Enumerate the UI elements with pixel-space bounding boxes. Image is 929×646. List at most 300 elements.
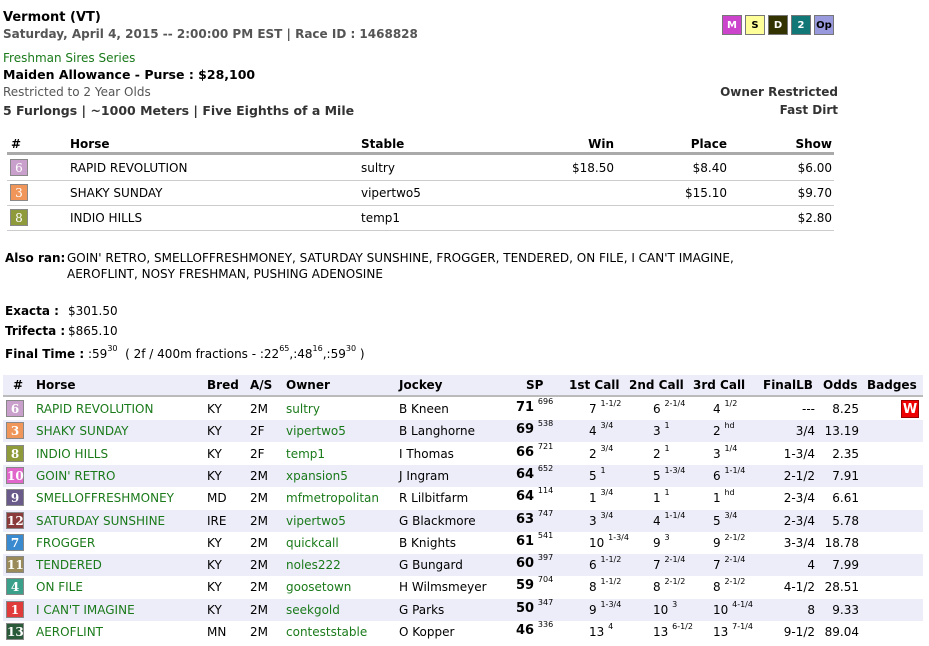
results-col-win: Win: [588, 137, 614, 151]
chart-3rd-call-len: hd: [724, 488, 735, 498]
chart-2nd-call: [653, 532, 670, 550]
chart-finallb: 4: [807, 558, 815, 573]
chart-col-bred: Bred: [207, 378, 239, 392]
results-show: $2.80: [797, 211, 832, 225]
chart-odds: 9.33: [832, 602, 859, 617]
post-position-badge: 6: [6, 400, 24, 417]
chart-2nd-call-len: 3: [664, 532, 670, 542]
chart-jockey: B Langhorne: [399, 424, 475, 439]
race-surface: Fast Dirt: [779, 103, 838, 117]
chart-row: [3, 554, 923, 576]
chart-sp: [516, 441, 554, 460]
chart-1st-call: [589, 532, 629, 550]
fractions-prefix: ( 2f / 400m fractions - :22: [125, 347, 280, 361]
chart-sp-sup: 747: [537, 508, 554, 518]
results-stable: sultry: [361, 161, 395, 175]
chart-col-1st-call: 1st Call: [569, 378, 620, 392]
chart-1st-call-len: 1-1/2: [600, 577, 622, 587]
chart-2nd-call-len: 1: [664, 421, 670, 431]
trifecta-label: Trifecta :: [5, 324, 66, 338]
results-row: [7, 206, 834, 231]
chart-bred: MD: [207, 491, 227, 506]
chart-bred: IRE: [207, 513, 227, 528]
chart-1st-call-pos: 3: [589, 513, 597, 528]
chart-owner[interactable]: goosetown: [286, 580, 352, 595]
chart-1st-call-len: 1-3/4: [600, 599, 622, 609]
chart-2nd-call-len: 2-1/4: [664, 555, 686, 565]
chart-sp: [516, 620, 554, 638]
chart-horse[interactable]: GOIN' RETRO: [36, 468, 116, 483]
chart-finallb: ---: [802, 402, 815, 416]
chart-age-sex: 2F: [250, 424, 265, 439]
chart-1st-call: [589, 488, 614, 506]
chart-sp-sup: 541: [537, 530, 554, 540]
chart-3rd-call-len: 1-1/4: [724, 465, 746, 475]
chart-3rd-call: [713, 599, 753, 617]
chart-3rd-call: [713, 488, 735, 506]
chart-sp: [516, 397, 554, 415]
race-badge: S: [745, 15, 765, 35]
chart-age-sex: 2M: [250, 513, 268, 528]
results-col-horse: Horse: [70, 137, 110, 151]
chart-sp-sup: 696: [537, 397, 554, 406]
chart-row: [3, 576, 923, 598]
chart-2nd-call-len: 1: [664, 488, 670, 498]
chart-sp-sup: 652: [537, 463, 554, 473]
chart-horse[interactable]: AEROFLINT: [36, 625, 104, 639]
chart-1st-call-len: 3/4: [600, 510, 614, 520]
chart-header: [3, 375, 923, 397]
chart-owner[interactable]: noles222: [286, 558, 341, 573]
chart-3rd-call: [713, 399, 738, 416]
chart-owner[interactable]: seekgold: [286, 602, 340, 617]
chart-row: [3, 621, 923, 643]
chart-owner[interactable]: quickcall: [286, 535, 339, 550]
chart-owner[interactable]: mfmetropolitan: [286, 491, 379, 506]
results-horse: RAPID REVOLUTION: [70, 161, 188, 175]
chart-bred: KY: [207, 535, 222, 550]
post-position-badge: 10: [7, 468, 24, 483]
post-position-badge: 12: [7, 513, 24, 528]
post-position-badge: 3: [10, 184, 28, 201]
chart-col-horse: Horse: [36, 378, 76, 392]
chart-age-sex: 2M: [250, 602, 268, 617]
chart-bred: KY: [207, 424, 222, 439]
post-position-badge: 1: [6, 601, 24, 618]
results-win: $18.50: [572, 161, 614, 175]
chart-col-jockey: Jockey: [399, 378, 443, 392]
race-badge: 2: [791, 15, 811, 35]
chart-finallb: 8: [807, 602, 815, 617]
chart-3rd-call-len: 1/2: [724, 399, 738, 408]
chart-1st-call: [589, 555, 622, 573]
chart-2nd-call-pos: 8: [653, 580, 661, 595]
chart-owner[interactable]: sultry: [286, 402, 320, 416]
results-show: $6.00: [797, 161, 832, 175]
post-position-badge: 4: [6, 578, 24, 595]
chart-3rd-call: [713, 421, 735, 439]
chart-jockey: B Kneen: [399, 402, 449, 416]
chart-3rd-call-len: 2-1/2: [724, 577, 746, 587]
chart-col-as: A/S: [250, 378, 273, 392]
final-time-value: :59: [88, 347, 108, 361]
chart-3rd-call-pos: 4: [713, 402, 721, 416]
chart-horse[interactable]: FROGGER: [36, 535, 96, 550]
chart-odds: 6.61: [832, 491, 859, 506]
chart-sp-sup: 704: [537, 575, 554, 585]
final-time-label: Final Time :: [5, 347, 85, 361]
post-position-badge: 11: [7, 558, 24, 573]
chart-3rd-call-len: 2-1/2: [724, 532, 746, 542]
chart-3rd-call-pos: 5: [713, 513, 721, 528]
chart-col-num: #: [13, 378, 24, 392]
chart-3rd-call: [713, 577, 746, 595]
race-badge: D: [768, 15, 788, 35]
chart-age-sex: 2F: [250, 446, 265, 461]
chart-sp: [516, 486, 554, 505]
results-col-stable: Stable: [361, 137, 405, 151]
chart-row: [3, 510, 923, 532]
chart-2nd-call: [653, 599, 678, 617]
chart-1st-call: [589, 622, 614, 639]
winner-badge: W: [902, 402, 918, 417]
results-stable: vipertwo5: [361, 186, 421, 200]
chart-horse[interactable]: SMELLOFFRESHMONEY: [36, 491, 174, 506]
chart-finallb: 9-1/2: [783, 625, 815, 639]
chart-2nd-call-pos: 3: [653, 424, 661, 439]
chart-row: [3, 465, 923, 487]
race-badge: Op: [814, 15, 834, 35]
also-ran-line1: GOIN' RETRO, SMELLOFFRESHMONEY, SATURDAY SUNSHINE, FROGGER, TENDERED, ON FILE, I CAN'T IMAGINE,: [67, 251, 734, 265]
chart-owner[interactable]: vipertwo5: [286, 424, 346, 439]
chart-1st-call: [589, 421, 614, 439]
post-position-badge: 7: [6, 534, 24, 551]
chart-1st-call: [589, 465, 606, 483]
chart-3rd-call: [713, 465, 746, 483]
also-ran-line2: AEROFLINT, NOSY FRESHMAN, PUSHING ADENOSINE: [67, 267, 383, 281]
chart-1st-call-len: 3/4: [600, 421, 614, 431]
chart-finallb: 2-3/4: [783, 513, 815, 528]
post-position-badge: 6: [10, 159, 28, 176]
chart-1st-call-pos: 6: [589, 558, 597, 573]
chart-bred: MN: [207, 625, 227, 639]
chart-3rd-call-pos: 6: [713, 468, 721, 483]
chart-age-sex: 2M: [250, 558, 268, 573]
chart-jockey: G Blackmore: [399, 513, 476, 528]
chart-3rd-call-pos: 10: [713, 602, 729, 617]
chart-2nd-call-pos: 13: [653, 625, 669, 639]
chart-2nd-call-len: 1-1/4: [664, 510, 686, 520]
chart-2nd-call: [653, 421, 670, 439]
chart-3rd-call-len: 4-1/4: [732, 599, 753, 609]
chart-col-sp: SP: [526, 378, 544, 392]
chart-age-sex: 2M: [250, 535, 268, 550]
chart-2nd-call-len: 2-1/4: [664, 399, 686, 408]
chart-2nd-call-len: 3: [672, 599, 678, 609]
chart-2nd-call-len: 1-3/4: [664, 465, 686, 475]
race-badge: M: [722, 15, 742, 35]
also-ran-label: Also ran:: [5, 251, 66, 265]
chart-row: [3, 599, 923, 621]
chart-1st-call-len: 1: [600, 465, 606, 475]
chart-owner[interactable]: conteststable: [286, 625, 368, 639]
results-header: [7, 132, 834, 155]
chart-row: [3, 443, 923, 465]
chart-sp-value: 60: [516, 556, 535, 572]
chart-2nd-call: [653, 622, 693, 639]
race-series: Freshman Sires Series: [3, 51, 136, 65]
chart-bred: KY: [207, 580, 222, 595]
race-type: Maiden Allowance - Purse : $28,100: [3, 67, 256, 82]
chart-1st-call-pos: 9: [589, 602, 597, 617]
chart-horse[interactable]: INDIO HILLS: [36, 446, 109, 461]
post-position-badge: 13: [7, 625, 24, 639]
chart-sp-sup: 347: [537, 597, 554, 607]
chart-2nd-call: [653, 577, 686, 595]
chart-bred: KY: [207, 558, 222, 573]
chart-2nd-call: [653, 443, 670, 461]
chart-sp: [516, 575, 554, 594]
chart-horse[interactable]: TENDERED: [36, 558, 102, 573]
chart-col-owner: Owner: [286, 378, 330, 392]
chart-1st-call: [589, 510, 614, 528]
chart-odds: 2.35: [832, 446, 859, 461]
chart-horse[interactable]: SHAKY SUNDAY: [36, 424, 129, 439]
chart-jockey: H Wilmsmeyer: [399, 580, 487, 595]
chart-2nd-call: [653, 510, 686, 528]
chart-odds: 89.04: [824, 625, 859, 639]
chart-3rd-call-pos: 9: [713, 535, 721, 550]
chart-sp-value: 61: [516, 533, 535, 549]
fractions-suffix: ): [359, 347, 365, 361]
chart-bred: KY: [207, 602, 222, 617]
chart-sp-value: 59: [516, 578, 535, 594]
owner-restriction: Owner Restricted: [720, 85, 838, 99]
chart-sp: [516, 597, 554, 616]
chart-3rd-call: [713, 443, 738, 461]
chart-2nd-call: [653, 488, 670, 506]
exacta-label: Exacta :: [5, 304, 59, 318]
chart-jockey: O Kopper: [399, 625, 455, 639]
chart-row: [3, 487, 923, 509]
race-distance: 5 Furlongs | ~1000 Meters | Five Eighths of a Mile: [3, 103, 355, 118]
chart-odds: 7.99: [832, 558, 859, 573]
chart-odds: 8.25: [832, 402, 859, 416]
chart-sp: [516, 553, 554, 572]
chart-1st-call-len: 1-1/2: [600, 555, 622, 565]
chart-horse[interactable]: ON FILE: [36, 580, 83, 595]
chart-horse[interactable]: RAPID REVOLUTION: [36, 402, 154, 416]
chart-odds: 13.19: [824, 424, 859, 439]
chart-2nd-call: [653, 465, 686, 483]
chart-2nd-call-pos: 9: [653, 535, 661, 550]
chart-finallb: 2-3/4: [783, 491, 815, 506]
chart-3rd-call-len: 3/4: [724, 510, 738, 520]
post-position-badge: 9: [6, 489, 24, 506]
chart-odds: 18.78: [824, 535, 859, 550]
chart-age-sex: 2M: [250, 491, 268, 506]
chart-1st-call-len: 3/4: [600, 443, 614, 453]
chart-finallb: 3/4: [795, 424, 815, 439]
results-show: $9.70: [797, 186, 832, 200]
chart-row: [3, 398, 923, 420]
chart-2nd-call-len: 6-1/2: [672, 622, 693, 631]
frac2: ,:48: [289, 347, 313, 361]
results-place: $8.40: [692, 161, 727, 175]
chart-2nd-call-pos: 5: [653, 468, 661, 483]
results-col-place: Place: [690, 137, 727, 151]
chart-col-3rd-call: 3rd Call: [693, 378, 746, 392]
chart-finallb: 2-1/2: [783, 468, 815, 483]
chart-2nd-call-len: 2-1/2: [664, 577, 686, 587]
post-position-badge: 8: [10, 209, 28, 226]
chart-3rd-call-pos: 7: [713, 558, 721, 573]
chart-3rd-call: [713, 555, 746, 573]
chart-bred: KY: [207, 402, 222, 416]
chart-col-2nd-call: 2nd Call: [629, 378, 684, 392]
chart-owner[interactable]: vipertwo5: [286, 513, 346, 528]
chart-col-badges: Badges: [867, 378, 917, 392]
chart-3rd-call-len: hd: [724, 421, 735, 431]
frac2-sup: 16: [312, 344, 323, 353]
results-horse: INDIO HILLS: [70, 211, 143, 225]
exacta-value: $301.50: [68, 304, 118, 318]
results-stable: temp1: [361, 211, 401, 225]
frac3: ,:59: [322, 347, 346, 361]
chart-3rd-call-len: 2-1/4: [724, 555, 746, 565]
trifecta-value: $865.10: [68, 324, 118, 338]
results-col-show: Show: [795, 137, 832, 151]
chart-1st-call-pos: 1: [589, 491, 597, 506]
chart-sp-value: 64: [516, 466, 535, 482]
chart-bred: KY: [207, 468, 222, 483]
chart-sp-value: 71: [516, 400, 535, 415]
chart-1st-call-pos: 7: [589, 402, 597, 416]
chart-sp-sup: 538: [537, 419, 554, 429]
chart-col-odds: Odds: [823, 378, 858, 392]
chart-age-sex: 2M: [250, 580, 268, 595]
chart-row: [3, 420, 923, 442]
chart-2nd-call: [653, 555, 686, 573]
chart-1st-call-pos: 4: [589, 424, 597, 439]
chart-2nd-call-pos: 2: [653, 446, 661, 461]
frac1-sup: 65: [279, 344, 290, 353]
chart-2nd-call-pos: 1: [653, 491, 661, 506]
chart-age-sex: 2M: [250, 468, 268, 483]
chart-sp-value: 66: [516, 444, 535, 460]
race-date-line: Saturday, April 4, 2015 -- 2:00:00 PM EST | Race ID : 1468828: [3, 27, 418, 41]
results-place: $15.10: [685, 186, 727, 200]
chart-1st-call-len: 1-3/4: [608, 532, 629, 542]
chart-sp-value: 63: [516, 511, 535, 527]
chart-1st-call-len: 3/4: [600, 488, 614, 498]
results-col-num: #: [11, 137, 22, 151]
chart-row: [3, 532, 923, 554]
chart-3rd-call-pos: 1: [713, 491, 721, 506]
chart-col-finallb: FinalLB: [763, 378, 813, 392]
chart-1st-call: [589, 399, 622, 416]
chart-1st-call-len: 4: [608, 622, 614, 631]
chart-jockey: B Knights: [399, 535, 457, 550]
post-position-badge: 8: [6, 445, 24, 462]
race-restriction: Restricted to 2 Year Olds: [3, 85, 151, 99]
chart-sp-value: 64: [516, 489, 535, 505]
chart-sp: [516, 419, 554, 438]
final-time: [5, 344, 365, 361]
chart-1st-call-pos: 2: [589, 446, 597, 461]
chart-1st-call-pos: 13: [589, 625, 605, 639]
chart-horse[interactable]: I CAN'T IMAGINE: [36, 602, 135, 617]
chart-2nd-call-pos: 10: [653, 602, 669, 617]
chart-sp-sup: 336: [537, 620, 554, 629]
chart-3rd-call-pos: 8: [713, 580, 721, 595]
chart-odds: 5.78: [832, 513, 859, 528]
frac3-sup: 30: [345, 344, 357, 353]
results-row: [7, 181, 834, 206]
chart-1st-call-len: 1-1/2: [600, 399, 622, 408]
chart-jockey: J Ingram: [399, 468, 450, 483]
results-row: [7, 156, 834, 181]
chart-horse[interactable]: SATURDAY SUNSHINE: [36, 513, 166, 528]
chart-2nd-call-pos: 4: [653, 513, 661, 528]
chart-sp-sup: 721: [537, 441, 554, 451]
chart-sp: [516, 508, 554, 527]
chart-sp-sup: 397: [537, 553, 554, 563]
chart-jockey: R Lilbitfarm: [399, 491, 469, 506]
chart-3rd-call-pos: 2: [713, 424, 721, 439]
chart-age-sex: 2M: [250, 625, 268, 639]
chart-2nd-call-pos: 6: [653, 402, 661, 416]
chart-age-sex: 2M: [250, 402, 268, 416]
chart-sp: [516, 530, 554, 549]
chart-1st-call-pos: 8: [589, 580, 597, 595]
chart-3rd-call-pos: 3: [713, 446, 721, 461]
results-horse: SHAKY SUNDAY: [70, 186, 163, 200]
chart-sp-sup: 114: [537, 486, 554, 496]
chart-owner[interactable]: temp1: [286, 446, 326, 461]
chart-jockey: G Bungard: [399, 558, 463, 573]
chart-3rd-call: [713, 510, 738, 528]
chart-2nd-call-pos: 7: [653, 558, 661, 573]
chart-1st-call: [589, 443, 614, 461]
chart-sp: [516, 463, 554, 482]
chart-odds: 7.91: [832, 468, 859, 483]
chart-3rd-call-pos: 13: [713, 625, 729, 639]
chart-sp-value: 69: [516, 422, 535, 438]
chart-odds: 28.51: [824, 580, 859, 595]
chart-1st-call-pos: 10: [589, 535, 605, 550]
chart-3rd-call-len: 7-1/4: [732, 622, 753, 631]
chart-3rd-call: [713, 622, 753, 639]
chart-finallb: 1-3/4: [783, 446, 815, 461]
chart-jockey: I Thomas: [399, 446, 454, 461]
chart-finallb: 3-3/4: [783, 535, 815, 550]
chart-sp-value: 46: [516, 623, 535, 638]
chart-bred: KY: [207, 446, 222, 461]
chart-jockey: G Parks: [399, 602, 445, 617]
chart-3rd-call: [713, 532, 746, 550]
chart-3rd-call-len: 1/4: [724, 443, 738, 453]
chart-1st-call-pos: 5: [589, 468, 597, 483]
final-time-sup: 30: [107, 344, 118, 353]
chart-2nd-call-len: 1: [664, 443, 670, 453]
chart-owner[interactable]: xpansion5: [286, 468, 348, 483]
chart-2nd-call: [653, 399, 686, 416]
chart-finallb: 4-1/2: [783, 580, 815, 595]
track-title: Vermont (VT): [3, 10, 101, 25]
chart-1st-call: [589, 599, 622, 617]
post-position-badge: 3: [6, 422, 24, 439]
